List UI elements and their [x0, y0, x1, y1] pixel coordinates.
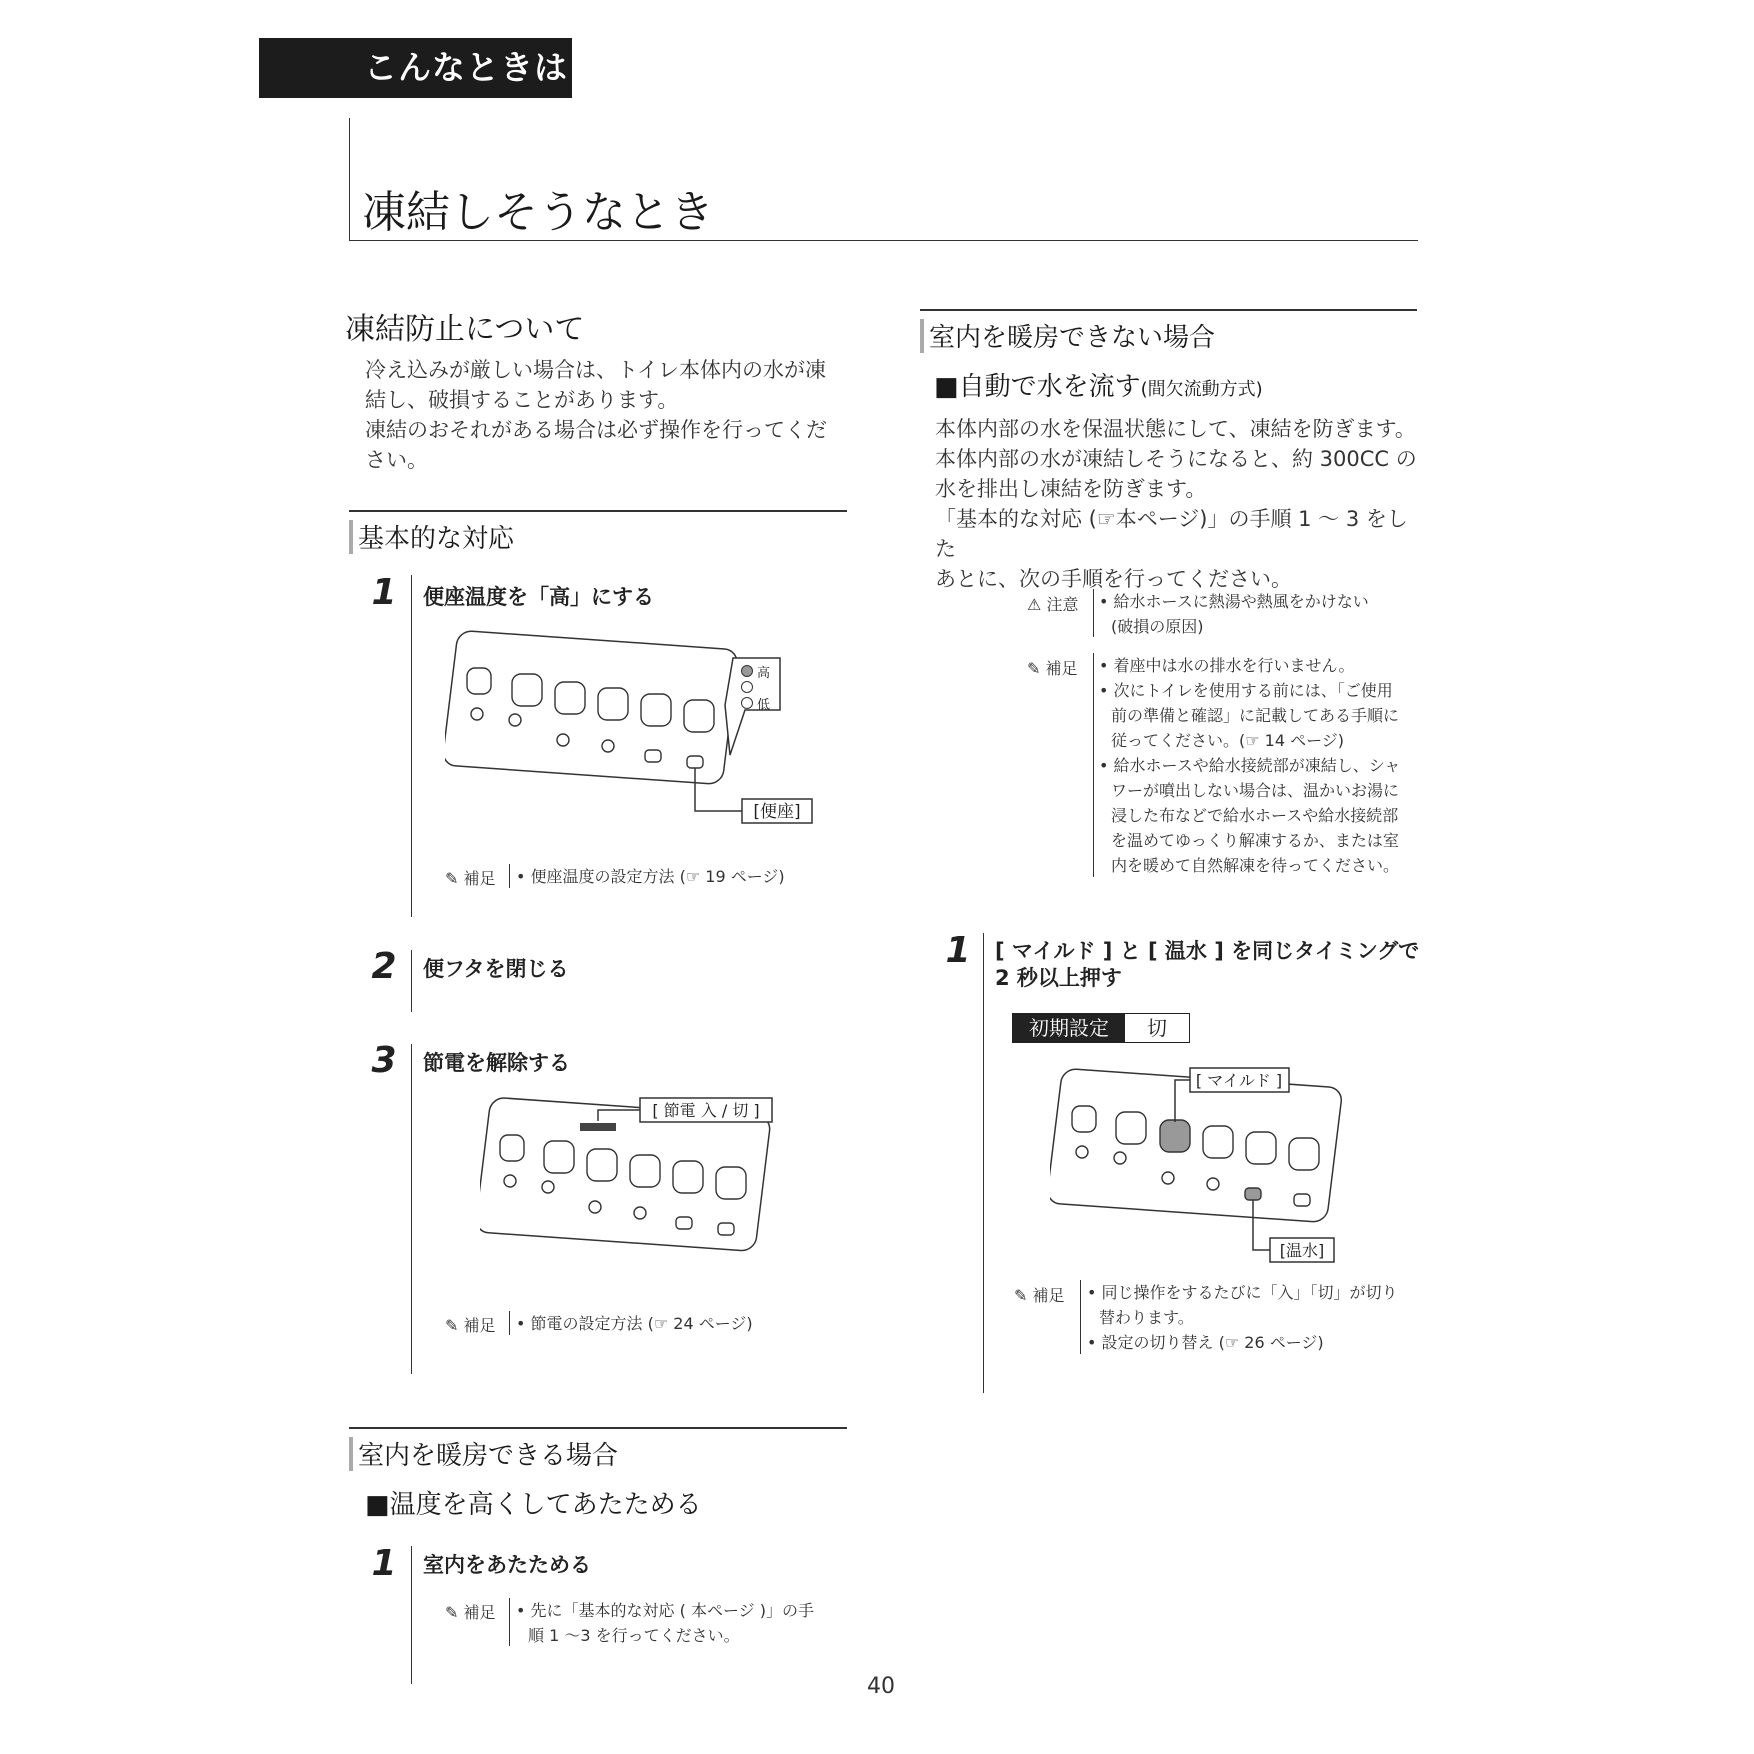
- chapter-tab: こんなときは: [259, 38, 572, 98]
- auto-text: 本体内部の水を保温状態にして、凍結を防ぎます。 本体内部の水が凍結しそうになると、約 300CC の 水を排出し凍結を防ぎます。 「基本的な対応 (☞本ページ)」の手順 1 ～ 3 をした あとに、次の手順を行ってください。: [935, 417, 1417, 591]
- heat-step-title: 室内をあたためる: [423, 1553, 591, 1577]
- initial-setting-box: 初期設定 切: [1012, 1013, 1190, 1043]
- step-1-number: 1: [371, 572, 397, 613]
- svg-text:低: 低: [757, 698, 771, 713]
- remote-illustration-seat: [445, 630, 825, 835]
- basic-heading: 基本的な対応: [349, 510, 847, 562]
- svg-text:高: 高: [757, 666, 771, 681]
- note-bar: [509, 1311, 510, 1335]
- noheat-heading: 室内を暖房できない場合: [920, 309, 1417, 361]
- remote-illustration-mild-warm: [1050, 1060, 1360, 1280]
- page-number: 40: [867, 1674, 895, 1699]
- heat-heading: 室内を暖房できる場合: [349, 1427, 847, 1479]
- about-heading: 凍結防止について: [345, 312, 585, 347]
- mild-button: [1160, 1120, 1190, 1152]
- caution-label: ⚠ 注意: [1027, 595, 1079, 614]
- step-1-title: 便座温度を「高」にする: [423, 585, 654, 609]
- note-bar: [1093, 653, 1094, 877]
- step-3-note: • 節電の設定方法 (☞ 24 ページ): [516, 1314, 753, 1333]
- supp-label: ✎ 補足: [1027, 659, 1078, 678]
- step-2-line: [411, 950, 412, 1012]
- remote-buttons: [467, 668, 714, 768]
- note-bar: [1093, 589, 1094, 637]
- right-step-title: [ マイルド ] と [ 温水 ] を同じタイミングで 2 秒以上押す: [995, 939, 1420, 990]
- power-save-callout: [ 節電 入 / 切 ]: [652, 1101, 760, 1120]
- step-3-title: 節電を解除する: [423, 1051, 570, 1075]
- step-3-number: 3: [371, 1040, 397, 1081]
- power-save-indicator: [580, 1123, 616, 1131]
- seat-button: [687, 756, 703, 768]
- heat-step-number: 1: [371, 1543, 397, 1584]
- step-3-line: [411, 1044, 412, 1374]
- right-step-note-label: ✎ 補足: [1014, 1286, 1065, 1305]
- heat-subheading: ■温度を高くしてあたためる: [365, 1490, 702, 1520]
- heat-step-line: [411, 1546, 412, 1684]
- page-title: 凍結しそうなとき: [362, 187, 714, 238]
- step-2-title: 便フタを閉じる: [423, 957, 569, 981]
- note-bar: [509, 1598, 510, 1646]
- step-1-note: • 便座温度の設定方法 (☞ 19 ページ): [516, 867, 785, 886]
- heat-note-label: ✎ 補足: [445, 1603, 496, 1622]
- right-step-note: • 同じ操作をするたびに「入」「切」が切り 替わります。 • 設定の切り替え (☞ 26 ページ): [1087, 1283, 1398, 1352]
- step-2-number: 2: [371, 946, 397, 987]
- about-text: 冷え込みが厳しい場合は、トイレ本体内の水が凍 結し、破損することがあります。 凍結のおそれがある場合は必ず操作を行ってくだ さい。: [365, 358, 827, 472]
- note-bar: [509, 864, 510, 888]
- step-3-note-label: ✎ 補足: [445, 1316, 496, 1335]
- right-step-number: 1: [945, 930, 971, 971]
- auto-subheading: ■自動で水を流す(間欠流動方式): [934, 372, 1263, 402]
- supp-text: • 着座中は水の排水を行いません。 • 次にトイレを使用する前には、「ご使用 前の準備と確認」に記載してある手順に 従ってください。(☞ 14 ページ) • 給水ホースや給水接続部が凍結し、シャ ワーが噴出しない場合は、温かいお湯に 浸した布などで給水ホースや給水接続部 を温めてゆっくり解凍するか、または室 内を暖めて自然解凍を待ってください。: [1099, 656, 1401, 875]
- seat-callout: [便座]: [753, 802, 801, 822]
- right-step-line: [983, 933, 984, 1393]
- caution-text: • 給水ホースに熱湯や熱風をかけない (破損の原因): [1099, 592, 1369, 636]
- mild-callout: [ マイルド ]: [1195, 1071, 1283, 1090]
- warm-water-button: [1245, 1188, 1261, 1200]
- heat-note: • 先に「基本的な対応 ( 本ページ )」の手 順 1 ～3 を行ってください。: [516, 1601, 814, 1645]
- warm-water-callout: [温水]: [1279, 1241, 1325, 1260]
- remote-illustration-power-save: [480, 1095, 780, 1275]
- step-1-note-label: ✎ 補足: [445, 869, 496, 888]
- step-1-line: [411, 575, 412, 917]
- note-bar: [1080, 1280, 1081, 1354]
